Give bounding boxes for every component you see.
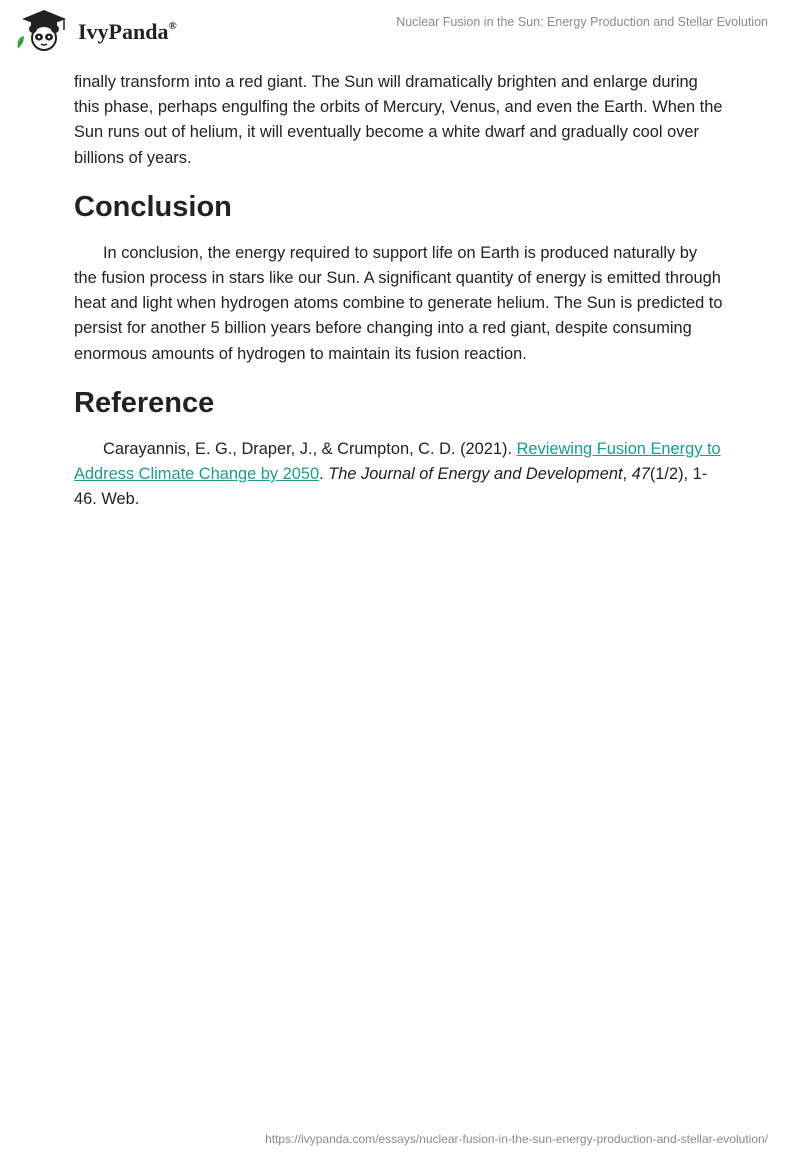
reference-authors: Carayannis, E. G., Draper, J., & Crumpton, C. D. (2021). (103, 439, 517, 458)
reference-after-link: . (319, 465, 329, 484)
brand-name: IvyPanda® (78, 19, 177, 44)
reference-entry (74, 437, 724, 513)
body-paragraph-continuation: finally transform into a red giant. The Sun will dramatically brighten and enlarge during this phase, perhaps engulfing the orbits of Mercury, Venus, and even the Earth. When the Sun runs out of helium, it will eventually become a white dwarf and gradually cool over billions of years. (74, 73, 723, 167)
reference-journal: The Journal of Energy and Development (328, 465, 623, 484)
conclusion-heading: Conclusion (74, 190, 232, 223)
document-title: Nuclear Fusion in the Sun: Energy Production and Stellar Evolution (396, 15, 768, 29)
panda-graduate-icon (14, 8, 74, 52)
reference-comma: , (622, 465, 632, 484)
footer-url: https://ivypanda.com/essays/nuclear-fusion-in-the-sun-energy-production-and-stellar-evolution/ (265, 1132, 768, 1146)
reference-rest: (1/2), 1-46. Web. (74, 465, 708, 509)
ivypanda-logo[interactable] (14, 8, 177, 52)
conclusion-paragraph: In conclusion, the energy required to support life on Earth is produced naturally by the fusion process in stars like our Sun. A significant quantity of energy is emitted through heat and light when hydrogen atoms combine to generate helium. The Sun is predicted to persist for another 5 billion years before changing into a red giant, despite consuming enormous amounts of hydrogen to maintain its fusion reaction. (74, 243, 723, 363)
reference-heading: Reference (74, 386, 215, 419)
page-header (0, 0, 800, 64)
reference-link[interactable]: Reviewing Fusion Energy to Address Climate Change by 2050 (74, 439, 721, 484)
essay-content (74, 70, 724, 512)
reference-volume: 47 (631, 465, 650, 484)
